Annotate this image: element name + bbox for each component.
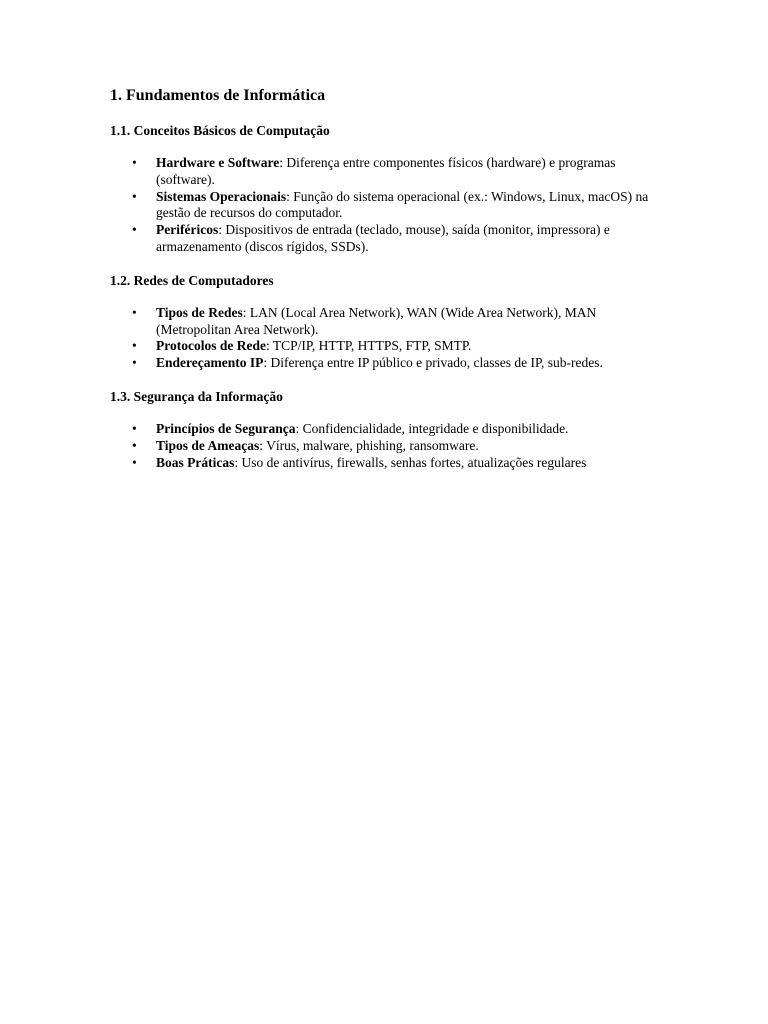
document-page <box>110 86 655 487</box>
list-item-term: Tipos de Ameaças <box>156 437 260 453</box>
bullet-list <box>110 421 655 471</box>
list-item-text: : TCP/IP, HTTP, HTTPS, FTP, SMTP. <box>265 338 472 354</box>
list-item-text: : Diferença entre IP público e privado, classes de IP, sub-redes. <box>263 355 603 371</box>
list-item-text: : Diferença entre componentes físicos (hardware) e programas (software). <box>156 155 616 187</box>
list-item-text: : Confidencialidade, integridade e disponibilidade. <box>295 420 569 436</box>
bullet-icon: • <box>132 420 137 436</box>
bullet-icon: • <box>132 304 137 320</box>
list-item <box>132 155 655 189</box>
bullet-icon: • <box>132 188 137 204</box>
list-item-text: : Função do sistema operacional (ex.: Windows, Linux, macOS) na gestão de recursos do computador. <box>156 188 649 221</box>
list-item-term: Hardware e Software <box>156 155 280 170</box>
bullet-list <box>110 305 655 372</box>
list-item-text: : Uso de antivírus, firewalls, senhas fortes, atualizações regulares <box>234 454 587 470</box>
list-item-term: Boas Práticas <box>156 454 235 470</box>
list-item <box>132 355 655 372</box>
list-item-term: Endereçamento IP <box>156 355 264 371</box>
bullet-icon: • <box>132 338 137 354</box>
list-item <box>132 188 655 223</box>
list-item-term: Princípios de Segurança <box>156 420 296 436</box>
section-heading: 1.1. Conceitos Básicos de Computação <box>110 123 330 138</box>
bullet-list <box>110 155 655 256</box>
list-item <box>132 454 655 472</box>
bullet-icon: • <box>132 355 137 371</box>
list-item-text: : LAN (Local Area Network), WAN (Wide Area Network), MAN (Metropolitan Area Network). <box>156 304 597 337</box>
list-item-term: Sistemas Operacionais <box>156 188 287 204</box>
list-item <box>132 222 655 256</box>
bullet-icon: • <box>132 437 137 453</box>
section-heading: 1.3. Segurança da Informação <box>110 388 283 404</box>
list-item-text: : Dispositivos de entrada (teclado, mouse), saída (monitor, impressora) e armazenamento (discos rígidos, SSDs). <box>156 222 610 254</box>
section-heading: 1.2. Redes de Computadores <box>110 272 274 288</box>
list-item-term: Tipos de Redes <box>156 304 243 320</box>
list-item-term: Periféricos <box>156 222 219 238</box>
list-item <box>132 420 655 438</box>
list-item <box>132 437 655 455</box>
list-item <box>132 338 655 355</box>
document-title: 1. Fundamentos de Informática <box>110 87 326 104</box>
bullet-icon: • <box>132 454 137 470</box>
bullet-icon: • <box>132 222 137 238</box>
list-item <box>132 304 655 339</box>
list-item-term: Protocolos de Rede <box>156 338 266 354</box>
list-item-text: : Vírus, malware, phishing, ransomware. <box>259 437 479 453</box>
bullet-icon: • <box>132 155 137 170</box>
